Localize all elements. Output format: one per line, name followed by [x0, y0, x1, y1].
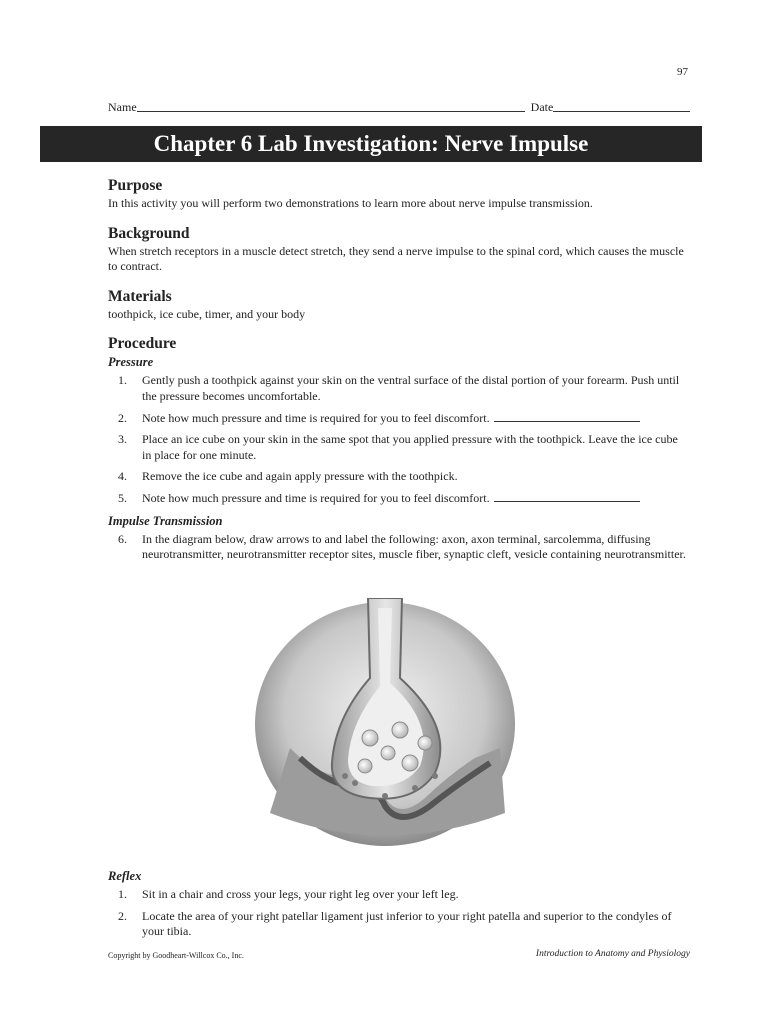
purpose-section: [108, 176, 690, 212]
synapse-diagram: [250, 598, 520, 850]
date-blank[interactable]: [553, 100, 690, 112]
main-content: [108, 176, 690, 569]
impulse-steps: [108, 532, 690, 563]
date-label: Date: [530, 100, 554, 114]
background-section: [108, 224, 690, 275]
list-item: [118, 491, 690, 507]
copyright-footer: Copyright by Goodheart-Willcox Co., Inc.: [108, 951, 244, 960]
background-heading: Background: [108, 224, 190, 242]
materials-text: toothpick, ice cube, timer, and your body: [108, 306, 306, 321]
list-item: [118, 469, 690, 485]
reflex-subheading: Reflex: [108, 869, 142, 883]
impulse-subheading: Impulse Transmission: [108, 513, 223, 528]
step-number: 1.: [118, 373, 127, 388]
name-date-line: [108, 100, 690, 115]
pressure-subheading: Pressure: [108, 355, 154, 370]
step-number: 6.: [118, 531, 127, 546]
list-item: [118, 909, 690, 940]
book-title-footer: Introduction to Anatomy and Physiology: [535, 949, 690, 959]
step-text: Sit in a chair and cross your legs, your right leg over your left leg.: [142, 887, 459, 901]
pressure-steps: [108, 373, 690, 506]
list-item: [118, 373, 690, 404]
step-text: In the diagram below, draw arrows to and label the following: axon, axon terminal, sarcolemma, diffusing neurotransmitter, neurotransmitter receptor sites, muscle fiber, synaptic cleft, vesicle containing neurotransmitter.: [142, 531, 686, 562]
procedure-section: [108, 334, 690, 562]
step-number: 3.: [118, 432, 127, 447]
materials-section: [108, 287, 690, 323]
materials-heading: Materials: [108, 287, 172, 305]
answer-blank[interactable]: [494, 491, 640, 502]
title-banner: [40, 126, 702, 162]
step-text-content: Note how much pressure and time is required for you to feel discomfort.: [142, 410, 490, 425]
step-text: Remove the ice cube and again apply pressure with the toothpick.: [142, 469, 458, 484]
step-number: 1.: [118, 887, 127, 901]
list-item: [118, 887, 690, 903]
procedure-heading: Procedure: [108, 335, 177, 353]
step-text: Place an ice cube on your skin in the same spot that you applied pressure with the toothpick. Leave the ice cube in place for one minute.: [142, 432, 678, 462]
step-number: 5.: [118, 490, 127, 505]
answer-blank[interactable]: [494, 411, 640, 422]
purpose-heading: Purpose: [108, 177, 163, 194]
name-label: Name: [108, 100, 137, 114]
background-text: When stretch receptors in a muscle detect stretch, they send a nerve impulse to the spinal cord, which causes the muscle to contract.: [108, 243, 684, 274]
neuromuscular-junction-illustration: [250, 598, 520, 850]
list-item: [118, 432, 690, 463]
step-text: Locate the area of your right patellar ligament just inferior to your right patella and superior to the condyles of your tibia.: [142, 908, 672, 939]
reflex-section: [108, 868, 690, 946]
reflex-steps: [108, 887, 690, 940]
step-text-content: Note how much pressure and time is required for you to feel discomfort.: [142, 490, 490, 505]
step-number: 4.: [118, 469, 127, 484]
name-blank[interactable]: [137, 100, 525, 112]
page-title: Chapter 6 Lab Investigation: Nerve Impulse: [153, 131, 589, 156]
page-number: 97: [677, 66, 688, 78]
list-item: [118, 532, 690, 563]
step-number: 2.: [118, 908, 127, 923]
step-number: 2.: [118, 410, 127, 425]
step-text: [142, 491, 690, 507]
purpose-text: In this activity you will perform two demonstrations to learn more about nerve impulse transmission.: [108, 196, 593, 210]
step-text: Gently push a toothpick against your skin on the ventral surface of the distal portion of your forearm. Push until the pressure becomes uncomfortable.: [142, 373, 680, 403]
list-item: [118, 411, 690, 427]
step-text: [142, 411, 690, 427]
